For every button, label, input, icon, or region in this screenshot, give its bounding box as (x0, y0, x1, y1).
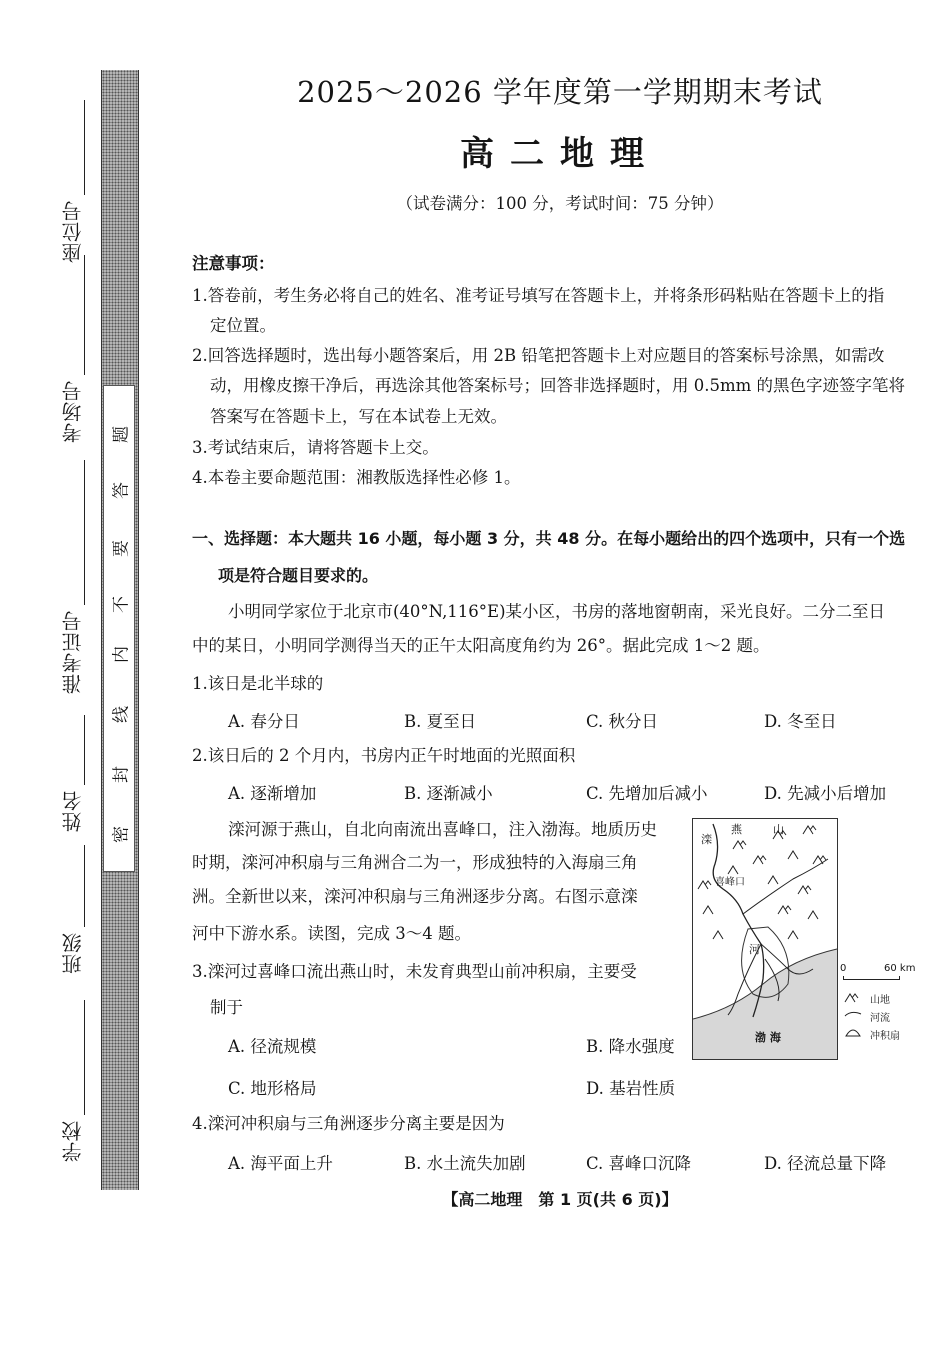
subject-title: 高二地理 (460, 134, 660, 174)
luan-river (713, 824, 764, 1017)
question-4-stem: 4.滦河冲积扇与三角洲逐步分离主要是因为 (192, 1114, 505, 1133)
legend-mountain-icon (845, 994, 858, 1002)
field-exam-id-label: 准考证号 (61, 610, 85, 694)
q4-option-c[interactable]: C. 喜峰口沉降 (586, 1154, 692, 1173)
seal-line-box (103, 385, 135, 872)
notes-heading: 注意事项： (192, 254, 275, 273)
seal-char: 密 (111, 826, 132, 843)
note-line: 动，用橡皮擦干净后，再选涂其他答案标号；回答非选择题时，用 0.5mm 的黑色字迹签字笔将 (210, 376, 906, 395)
passage-line: 时期，滦河冲积扇与三角洲合二为一，形成独特的入海扇三角 (192, 853, 638, 872)
field-seat-label: 座位号 (61, 200, 85, 263)
passage-line: 小明同学家位于北京市(40°N,116°E)某小区，书房的落地窗朝南，采光良好。二分二至日 (228, 602, 886, 621)
seal-char: 线 (111, 706, 132, 723)
note-line: 2.回答选择题时，选出每小题答案后，用 2B 铅笔把答题卡上对应题目的答案标号涂黑，如需改 (192, 346, 885, 365)
map-label-luan: 滦 (701, 833, 712, 846)
field-name-label: 姓名 (61, 790, 85, 832)
page-footer: 【高二地理 第 1 页(共 6 页)】 (442, 1190, 678, 1209)
q3-option-d[interactable]: D. 基岩性质 (586, 1079, 676, 1098)
q1-option-b[interactable]: B. 夏至日 (404, 712, 477, 731)
luanhe-map (692, 818, 838, 1060)
q3-option-c[interactable]: C. 地形格局 (228, 1079, 317, 1098)
field-room-line[interactable] (84, 255, 85, 375)
section-heading: 一、选择题：本大题共 16 小题，每小题 3 分，共 48 分。在每小题给出的四个选项中，只有一个选 (192, 529, 906, 548)
seal-char: 封 (111, 766, 132, 783)
q2-option-c[interactable]: C. 先增加后减小 (586, 784, 708, 803)
river-tributary (743, 859, 828, 914)
field-class-label: 班级 (61, 932, 85, 974)
q4-option-b[interactable]: B. 水土流失加剧 (404, 1154, 526, 1173)
passage-line: 河中下游水系。读图，完成 3～4 题。 (192, 924, 471, 943)
seal-char: 不 (111, 596, 132, 613)
note-line: 定位置。 (210, 316, 276, 335)
scale-distance: 60 km (884, 963, 916, 974)
note-line: 4.本卷主要命题范围：湘教版选择性必修 1。 (192, 468, 521, 487)
passage-line: 滦河源于燕山，自北向南流出喜峰口，注入渤海。地质历史 (228, 820, 657, 839)
q1-option-d[interactable]: D. 冬至日 (764, 712, 837, 731)
legend-river-icon (845, 1012, 861, 1016)
field-room-label: 考场号 (61, 380, 85, 443)
field-exam-id-line[interactable] (84, 460, 85, 605)
section-heading-cont: 项是符合题目要求的。 (218, 566, 379, 585)
q2-option-b[interactable]: B. 逐渐减小 (404, 784, 493, 803)
map-drawing (693, 819, 837, 1059)
note-line: 1.答卷前，考生务必将自己的姓名、准考证号填写在答题卡上，并将条形码粘贴在答题卡上的指 (192, 286, 885, 305)
question-3-stem-cont: 制于 (210, 998, 243, 1017)
field-school-line[interactable] (84, 1000, 85, 1115)
seal-char: 要 (111, 540, 132, 557)
legend-mountain: 山地 (870, 995, 890, 1006)
question-1-stem: 1.该日是北半球的 (192, 674, 324, 693)
legend-symbols (843, 990, 863, 1050)
seal-char: 内 (111, 646, 132, 663)
q4-option-d[interactable]: D. 径流总量下降 (764, 1154, 887, 1173)
q1-option-c[interactable]: C. 秋分日 (586, 712, 659, 731)
q3-option-a[interactable]: A. 径流规模 (228, 1037, 317, 1056)
field-school-label: 学校 (61, 1120, 85, 1162)
q2-option-a[interactable]: A. 逐渐增加 (228, 784, 317, 803)
field-seat-line[interactable] (84, 100, 85, 195)
map-label-bohai: 渤 海 (755, 1031, 781, 1044)
map-label-yan: 燕 (731, 823, 742, 836)
q2-option-d[interactable]: D. 先减小后增加 (764, 784, 887, 803)
scale-zero: 0 (840, 963, 847, 974)
question-2-stem: 2.该日后的 2 个月内，书房内正午时地面的光照面积 (192, 746, 576, 765)
exam-info: （试卷满分：100 分，考试时间：75 分钟） (396, 194, 724, 213)
legend-fan-icon (846, 1030, 860, 1036)
question-3-stem: 3.滦河过喜峰口流出燕山时，未发育典型山前冲积扇，主要受 (192, 962, 637, 981)
exam-title: 2025～2026 学年度第一学期期末考试 (297, 75, 823, 109)
seal-char: 题 (111, 426, 132, 443)
note-line: 3.考试结束后，请将答题卡上交。 (192, 438, 439, 457)
map-label-xifengkou: 喜峰口 (715, 877, 745, 888)
q4-option-a[interactable]: A. 海平面上升 (228, 1154, 333, 1173)
field-class-line[interactable] (84, 845, 85, 927)
passage-line: 中的某日，小明同学测得当天的正午太阳高度角约为 26°。据此完成 1～2 题。 (192, 636, 770, 655)
q3-option-b[interactable]: B. 降水强度 (586, 1037, 675, 1056)
map-label-he: 河 (749, 943, 760, 956)
field-name-line[interactable] (84, 715, 85, 785)
note-line: 答案写在答题卡上，写在本试卷上无效。 (210, 407, 507, 426)
map-label-shan: 山 (773, 823, 784, 836)
legend-fan: 冲积扇 (870, 1031, 900, 1042)
seal-char: 答 (111, 482, 132, 499)
passage-line: 洲。全新世以来，滦河冲积扇与三角洲逐步分离。右图示意滦 (192, 887, 638, 906)
scale-bar (843, 976, 900, 980)
legend-river: 河流 (870, 1013, 890, 1024)
q1-option-a[interactable]: A. 春分日 (228, 712, 300, 731)
